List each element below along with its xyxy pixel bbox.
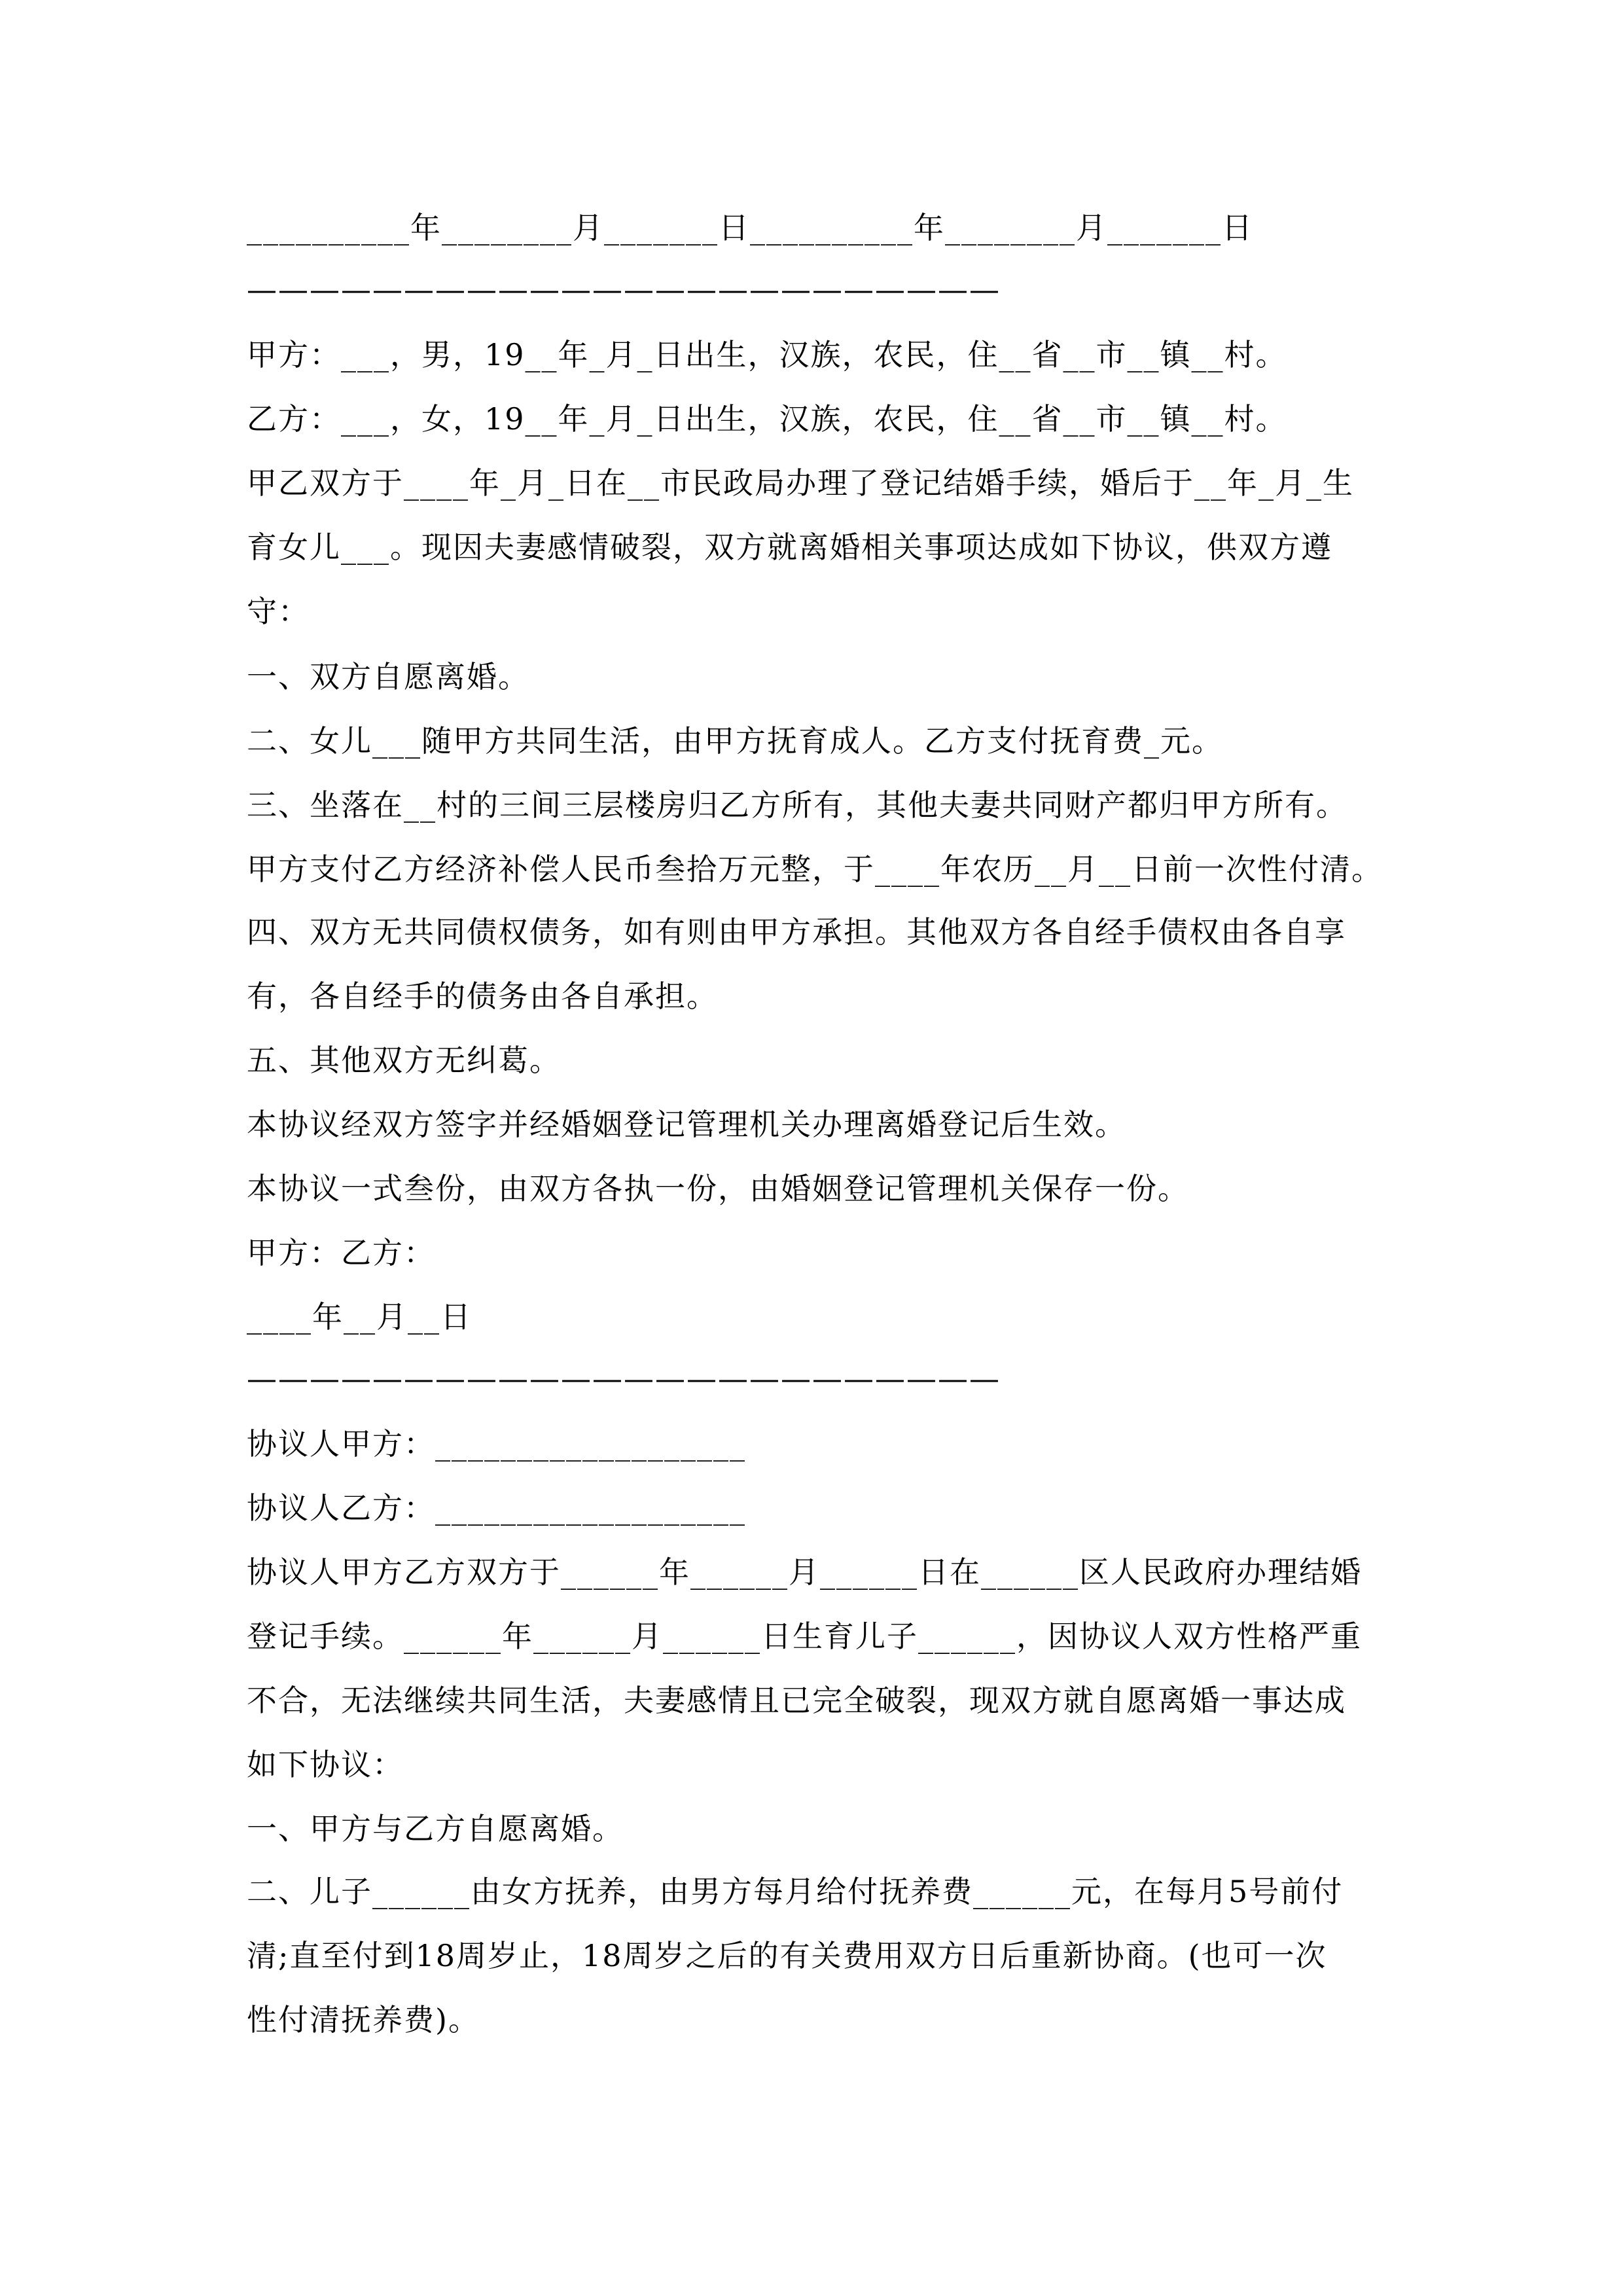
separator-line: ———————————————————————— — [247, 1361, 1001, 1396]
paragraph-line: 甲乙双方于____年_月_日在__市民政局办理了登记结婚手续，婚后于__年_月_生 — [247, 465, 1354, 501]
date-header-line: __________年________月_______日__________年________月_______日 — [247, 210, 1253, 245]
clause-3: 三、坐落在__村的三间三层楼房归乙方所有，其他夫妻共同财产都归甲方所有。 — [247, 787, 1347, 823]
clause-4-continued: 有，各自经手的债务由各自承担。 — [247, 978, 718, 1014]
party-b-info: 乙方：___，女，19__年_月_日出生，汉族，农民，住__省__市__镇__村。 — [247, 401, 1287, 437]
paragraph-line: 如下协议： — [247, 1747, 404, 1782]
paragraph-line: 守： — [247, 594, 310, 629]
paragraph-line: 协议人甲方乙方双方于______年______月______日在______区人民政府办理结婚 — [247, 1554, 1362, 1590]
clause-2: 二、儿子______由女方抚养，由男方每月给付抚养费______元，在每月5号前付 — [247, 1874, 1344, 1909]
clause-2-continued: 清;直至付到18周岁止，18周岁之后的有关费用双方日后重新协商。(也可一次 — [247, 1938, 1327, 1973]
paragraph-line: 不合，无法继续共同生活，夫妻感情且已完全破裂，现双方就自愿离婚一事达成 — [247, 1683, 1346, 1718]
signature-date: ____年__月__日 — [247, 1299, 472, 1335]
paragraph-line: 登记手续。______年______月______日生育儿子______，因协议人双方性格严重 — [247, 1619, 1362, 1654]
party-a-info: 甲方：___，男，19__年_月_日出生，汉族，农民，住__省__市__镇__村。 — [247, 337, 1287, 372]
effectiveness-note: 本协议经双方签字并经婚姻登记管理机关办理离婚登记后生效。 — [247, 1107, 1126, 1142]
clause-3-continued: 甲方支付乙方经济补偿人民币叁拾万元整，于____年农历__月__日前一次性付清。 — [247, 852, 1383, 887]
clause-1: 一、双方自愿离婚。 — [247, 659, 529, 694]
clause-4: 四、双方无共同债权债务，如有则由甲方承担。其他双方各自经手债权由各自享 — [247, 914, 1346, 950]
paragraph-line: 育女儿___。现因夫妻感情破裂，双方就离婚相关事项达成如下协议，供双方遵 — [247, 529, 1332, 565]
signature-parties: 甲方：乙方： — [247, 1235, 435, 1270]
clause-1: 一、甲方与乙方自愿离婚。 — [247, 1811, 624, 1846]
clause-2: 二、女儿___随甲方共同生活，由甲方抚育成人。乙方支付抚育费_元。 — [247, 723, 1223, 759]
party-b-signature-field: 协议人乙方：___________________ — [247, 1490, 746, 1526]
clause-2-continued: 性付清抚养费)。 — [247, 2002, 480, 2037]
copies-note: 本协议一式叁份，由双方各执一份，由婚姻登记管理机关保存一份。 — [247, 1171, 1189, 1206]
party-a-signature-field: 协议人甲方：___________________ — [247, 1426, 746, 1462]
clause-5: 五、其他双方无纠葛。 — [247, 1043, 561, 1078]
separator-line: ———————————————————————— — [247, 272, 1001, 307]
